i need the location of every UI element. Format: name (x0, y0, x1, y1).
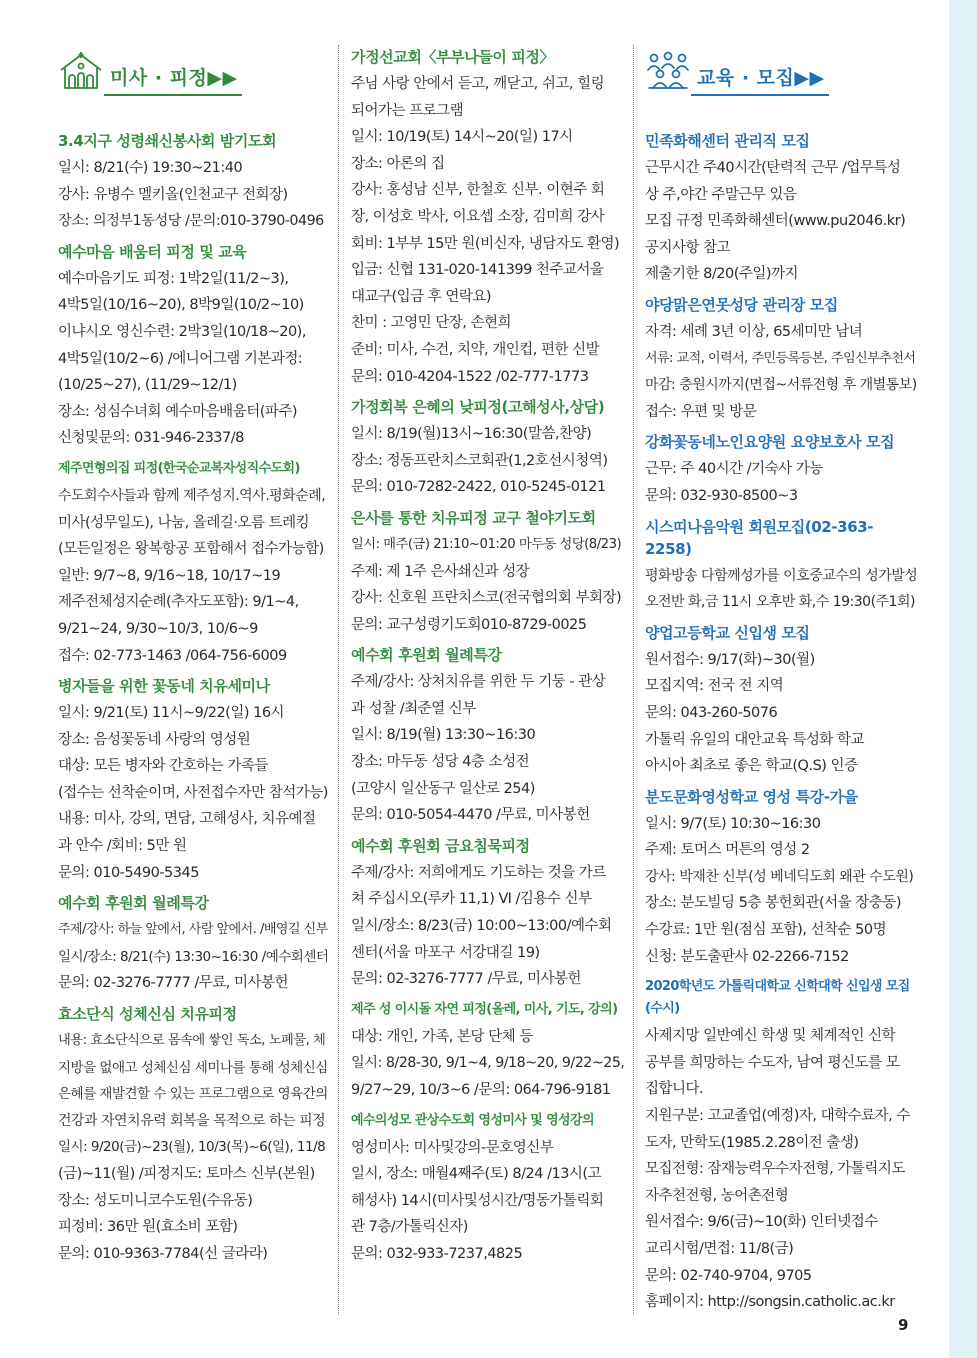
notice-block (645, 130, 917, 288)
notice-line: 접수: 우편 및 방문 (645, 403, 757, 420)
notice-block (351, 46, 624, 390)
notice-line: 장소: 마두동 성당 4층 소성전 (351, 754, 530, 771)
notice-line: 문의: 032-930-8500~3 (645, 487, 798, 504)
notice-block (58, 130, 328, 235)
mass-retreat-column (58, 40, 328, 1315)
notice-line: 해성사) 14시(미사및성시간/명동가톨릭회 (351, 1192, 604, 1209)
notice-title: 3.4지구 성령쇄신봉사회 밤기도회 (58, 132, 277, 150)
notice-line: 과 안수 /회비: 5만 원 (58, 838, 187, 855)
left-section-list (58, 130, 328, 1267)
notice-title: 제주 성 이시돌 자연 피정(올레, 미사, 기도, 강의) (351, 1001, 618, 1017)
notice-block (58, 1003, 328, 1267)
notice-block (58, 892, 328, 997)
education-recruitment-column (645, 40, 917, 1315)
notice-block (645, 786, 917, 971)
notice-line: 원서접수: 9/6(금)~10(화) 인터넷접수 (645, 1214, 878, 1231)
notice-line: 수도회수사들과 함께 제주성지.역사.평화순례, (58, 487, 326, 504)
notice-line: 쳐 주십시오(루카 11,1) Ⅵ /김용수 신부 (351, 891, 592, 908)
notice-line: 지원구분: 고교졸업(예정)자, 대학수료자, 수 (645, 1108, 910, 1125)
notice-title: 병자들을 위한 꽃동네 치유세미나 (58, 677, 270, 696)
notice-line: 모집전형: 잠재능력우수자전형, 가톨릭지도 (645, 1161, 905, 1178)
notice-title: 야당맑은연못성당 관리장 모집 (645, 295, 838, 314)
notice-line: 문의: 02-3276-7777 /무료, 미사봉헌 (351, 971, 581, 988)
notice-line: 주제: 토머스 머튼의 영성 2 (645, 842, 810, 859)
notice-line: (금)~11(월) /피정지도: 토마스 신부(본원) (58, 1166, 315, 1182)
notice-block (58, 675, 328, 886)
notice-line: 강사: 유병수 멜키올(인천교구 전회장) (58, 186, 288, 203)
notice-line: 일시: 8/21(수) 19:30~21:40 (58, 160, 243, 176)
notice-line: 관 7층/가톨릭신자) (351, 1219, 468, 1236)
notice-line: 아시아 최초로 좋은 학교(Q.S) 인증 (645, 758, 858, 775)
notice-line: 문의: 010-7282-2422, 010-5245-0121 (351, 479, 606, 496)
notice-line: 내용: 효소단식으로 몸속에 쌓인 독소, 노폐물, 체 (58, 1033, 326, 1049)
notice-line: 장소: 음성꽃동네 사랑의 영성원 (58, 731, 251, 748)
category-header-mass-retreat (58, 40, 328, 96)
notice-line: 문의: 02-3276-7777 /무료, 미사봉헌 (58, 975, 288, 992)
notice-line: 9/27~29, 10/3~6 /문의: 064-796-9181 (351, 1082, 611, 1098)
notice-line: 서류: 교적, 이력서, 주민등록등본, 주임신부추천서 (645, 350, 916, 366)
notice-line: 문의: 032-933-7237,4825 (351, 1245, 523, 1262)
notice-title: 효소단식 성체신심 치유피정 (58, 1005, 237, 1024)
notice-line: 강사: 홍성남 신부, 한철호 신부. 이현주 회 (351, 182, 605, 199)
notice-line: 상 주,야간 주말근무 있음 (645, 186, 797, 203)
notice-title: 양업고등학교 신입생 모집 (645, 623, 810, 642)
notice-line: 평화방송 다함께성가를 이호중교수의 성가발성 (645, 567, 917, 584)
notice-block (351, 835, 624, 993)
notice-line: 피정비: 36만 원(효소비 포함) (58, 1219, 238, 1236)
page-edge-strip (949, 0, 977, 1358)
notice-line: 일시/장소: 8/21(수) 13:30~16:30 /예수회센터 (58, 948, 328, 965)
notice-line: 문의: 010-5054-4470 /무료, 미사봉헌 (351, 807, 590, 824)
notice-title: 가정회복 은혜의 낮피정(고해성사,상담) (351, 398, 605, 417)
notice-title: 시스띠나음악원 회원모집(02-363-2258) (645, 517, 874, 558)
notice-line: 장, 이성호 박사, 이요셉 소장, 김미희 강사 (351, 208, 605, 225)
notice-line: 일시: 10/19(토) 14시~20(일) 17시 (351, 129, 573, 146)
notice-line: 강사: 박재찬 신부(성 베네딕도회 왜관 수도원) (645, 868, 914, 885)
notice-block (645, 516, 917, 616)
notice-line: 신청및문의: 031-946-2337/8 (58, 430, 244, 447)
notice-line: 대상: 모든 병자와 간호하는 가족들 (58, 758, 268, 775)
notice-block (351, 999, 624, 1104)
notice-line: 일시: 9/20(금)~23(월), 10/3(목)~6(일), 11/8 (58, 1139, 326, 1156)
notice-line: 집합니다. (645, 1081, 704, 1098)
column-divider (338, 45, 339, 1315)
notice-line: (접수는 선착순이며, 사전접수자만 참석가능) (58, 784, 328, 801)
notice-title: 예수의성모 관상수도회 영성미사 및 영성강의 (351, 1112, 594, 1128)
notice-line: 찬미 : 고영민 단장, 손현희 (351, 315, 512, 332)
notice-line: 일시: 9/21(토) 11시~9/22(일) 16시 (58, 705, 285, 722)
notice-line: 일시: 8/19(월)13시~16:30(말씀,찬양) (351, 426, 592, 443)
notice-block (645, 622, 917, 780)
notice-line: 장소: 정동프란치스코회관(1,2호선시청역) (351, 452, 608, 469)
notice-line: 일시/장소: 8/23(금) 10:00~13:00/예수회 (351, 918, 612, 935)
notice-line: 건강과 자연치유력 회복을 목적으로 하는 피정 (58, 1112, 326, 1129)
notice-title: 예수회 후원회 월례특강 (351, 646, 502, 665)
notice-line: 공지사항 참고 (645, 239, 731, 256)
church-icon (58, 50, 104, 96)
category-title: 교육 · 모집▶▶ (691, 63, 829, 96)
notice-line: (10/25~27), (11/29~12/1) (58, 377, 237, 394)
notice-block (645, 294, 917, 425)
notice-line: 주님 사랑 안에서 듣고, 깨닫고, 쉬고, 힐링 (351, 76, 605, 92)
notice-line: 도자, 만학도(1985.2.28이전 출생) (645, 1134, 859, 1151)
notice-title: 분도문화영성학교 영성 특강-가을 (645, 787, 858, 806)
notice-line: 오전반 화,금 11시 오후반 화,수 19:30(주1회) (645, 594, 915, 611)
notice-line: 자추천전형, 농어촌전형 (645, 1187, 789, 1204)
notice-line: 근무: 주 40시간 /기숙사 가능 (645, 461, 823, 478)
notice-line: 원서접수: 9/17(화)~30(월) (645, 651, 815, 668)
notice-block (645, 431, 917, 509)
notice-line: (모든일정은 왕복항공 포함해서 접수가능함) (58, 541, 324, 558)
notice-line: 준비: 미사, 수건, 치약, 개인컵, 편한 신발 (351, 341, 600, 358)
notice-line: 예수마음기도 피정: 1박2일(11/2~3), (58, 270, 289, 287)
notice-line: 센터(서울 마포구 서강대길 19) (351, 944, 540, 961)
notice-line: 일시: 매주(금) 21:10~01:20 마두동 성당(8/23) (351, 536, 622, 552)
notice-line: 모집 규정 민족화해센터(www.pu2046.kr) (645, 213, 906, 230)
notice-line: 제출기한 8/20(주일)까지 (645, 266, 799, 283)
notice-line: 문의: 010-4204-1522 /02-777-1773 (351, 368, 589, 385)
page-number: 9 (898, 1316, 909, 1334)
notice-title: 민족화해센터 관리직 모집 (645, 132, 810, 150)
notice-line: 문의: 010-5490-5345 (58, 864, 199, 881)
notice-line: 장소: 아론의 집 (351, 155, 445, 172)
notice-line: 제주전체성지순례(추자도포함): 9/1~4, (58, 594, 299, 611)
notice-line: 회비: 1부부 15만 원(비신자, 냉담자도 환영) (351, 235, 620, 252)
notice-line: 문의: 02-740-9704, 9705 (645, 1267, 812, 1284)
notice-line: 입금: 신협 131-020-141399 천주교서울 (351, 262, 604, 279)
notice-line: 장소: 의정부1동성당 /문의:010-3790-0496 (58, 213, 324, 230)
notice-block (351, 507, 624, 638)
notice-line: 이냐시오 영신수련: 2박3일(10/18~20), (58, 323, 306, 340)
notice-line: 접수: 02-773-1463 /064-756-6009 (58, 647, 287, 664)
middle-section-list (351, 46, 624, 1268)
notice-line: 문의: 043-260-5076 (645, 704, 778, 721)
notice-block (58, 458, 328, 669)
notice-title: 제주면형의집 피정(한국순교복자성직수도회) (58, 460, 300, 476)
notice-line: 마감: 충원시까지(면접~서류전형 후 개별통보) (645, 377, 917, 394)
notice-line: 장소: 성심수녀회 예수마음배움터(파주) (58, 403, 298, 420)
notice-line: 공부를 희망하는 수도자, 남여 평신도를 모 (645, 1054, 900, 1071)
retreat-column-continued (351, 40, 624, 1315)
notice-line: 일시: 9/7(토) 10:30~16:30 (645, 815, 821, 832)
notice-line: 일시: 8/28-30, 9/1~4, 9/18~20, 9/22~25, (351, 1055, 624, 1072)
notice-title: 은사를 통한 치유피정 교구 철야기도회 (351, 508, 596, 527)
notice-line: 과 성찰 /최준열 신부 (351, 700, 476, 717)
column-divider (633, 45, 634, 1315)
people-group-icon (645, 50, 691, 96)
notice-line: 주제/강사: 상처치유를 위한 두 기둥 - 관상 (351, 674, 606, 691)
notice-line: 교리시험/면접: 11/8(금) (645, 1241, 794, 1257)
notice-line: 대상: 개인, 가족, 본당 단체 등 (351, 1028, 533, 1045)
notice-block (351, 644, 624, 829)
notice-line: 신청: 분도출판사 02-2266-7152 (645, 948, 849, 965)
notice-block (351, 396, 624, 501)
notice-line: 되어가는 프로그램 (351, 102, 464, 119)
notice-line: 대교구(입금 후 연락요) (351, 288, 492, 305)
notice-block (645, 976, 917, 1316)
notice-line: 문의: 010-9363-7784(신 글라라) (58, 1245, 268, 1262)
notice-line: 수강료: 1만 원(점심 포함), 선착순 50명 (645, 922, 887, 939)
notice-line: 강사: 신호원 프란치스코(전국협의회 부회장) (351, 590, 622, 607)
notice-line: 홈페이지: http://songsin.catholic.ac.kr (645, 1294, 895, 1311)
right-section-list (645, 130, 917, 1316)
notice-line: 가톨릭 유일의 대안교육 특성화 학교 (645, 731, 865, 748)
notice-line: 장소: 성도미니코수도원(수유동) (58, 1192, 253, 1209)
notice-title: 가정선교회〈부부나들이 피정〉 (351, 48, 555, 66)
notice-line: 내용: 미사, 강의, 면담, 고해성사, 치유예절 (58, 811, 316, 828)
notice-line: 일시: 8/19(월) 13:30~16:30 (351, 727, 536, 744)
notice-line: 근무시간 주40시간(탄력적 근무 /업무특성 (645, 160, 901, 176)
notice-line: 주제/강사: 저희에게도 기도하는 것을 가르 (351, 864, 606, 881)
notice-line: 영성미사: 미사및강의-문호영신부 (351, 1139, 554, 1156)
notice-line: 지방을 없애고 성체신심 세미나를 통해 성체신심 (58, 1059, 328, 1076)
notice-line: 일반: 9/7~8, 9/16~18, 10/17~19 (58, 567, 281, 584)
notice-line: 일시, 장소: 매월4째주(토) 8/24 /13시(고 (351, 1166, 602, 1183)
notice-line: 4박5일(10/2~6) /에니어그램 기본과정: (58, 350, 303, 367)
notice-title: 예수회 후원회 금요침묵피정 (351, 836, 530, 855)
notice-title: 2020학년도 가톨릭대학교 신학대학 신입생 모집(수시) (645, 979, 910, 1017)
notice-line: 주제: 제 1주 은사쇄신과 성장 (351, 563, 530, 580)
notice-line: 은혜를 재발견할 수 있는 프로그램으로 영육간의 (58, 1086, 328, 1103)
notice-line: 모집지역: 전국 전 지역 (645, 678, 784, 695)
notice-line: 장소: 분도빌딩 5층 봉헌회관(서울 장충동) (645, 895, 901, 912)
notice-block (351, 1110, 624, 1268)
notice-block (58, 241, 328, 452)
notice-line: 사제지망 일반예신 학생 및 체계적인 신학 (645, 1028, 896, 1045)
notice-line: 4박5일(10/16~20), 8박9일(10/2~10) (58, 297, 304, 314)
category-header-education-recruitment (645, 40, 917, 96)
notice-line: 주제/강사: 하늘 앞에서, 사람 앞에서. /배영길 신부 (58, 922, 328, 938)
notice-line: (고양시 일산동구 일산로 254) (351, 780, 535, 797)
category-title: 미사 · 피정▶▶ (104, 63, 242, 96)
notice-title: 예수회 후원회 월례특강 (58, 894, 209, 913)
notice-title: 예수마음 배움터 피정 및 교육 (58, 242, 247, 261)
notice-title: 강화꽃동네노인요양원 요양보호사 모집 (645, 433, 895, 452)
notice-line: 9/21~24, 9/30~10/3, 10/6~9 (58, 620, 258, 637)
notice-line: 미사(성무일도), 나눔, 올레길·오름 트레킹 (58, 514, 310, 531)
notice-line: 문의: 교구성령기도회010-8729-0025 (351, 616, 587, 633)
notice-line: 자격: 세례 3년 이상, 65세미만 남녀 (645, 323, 863, 340)
